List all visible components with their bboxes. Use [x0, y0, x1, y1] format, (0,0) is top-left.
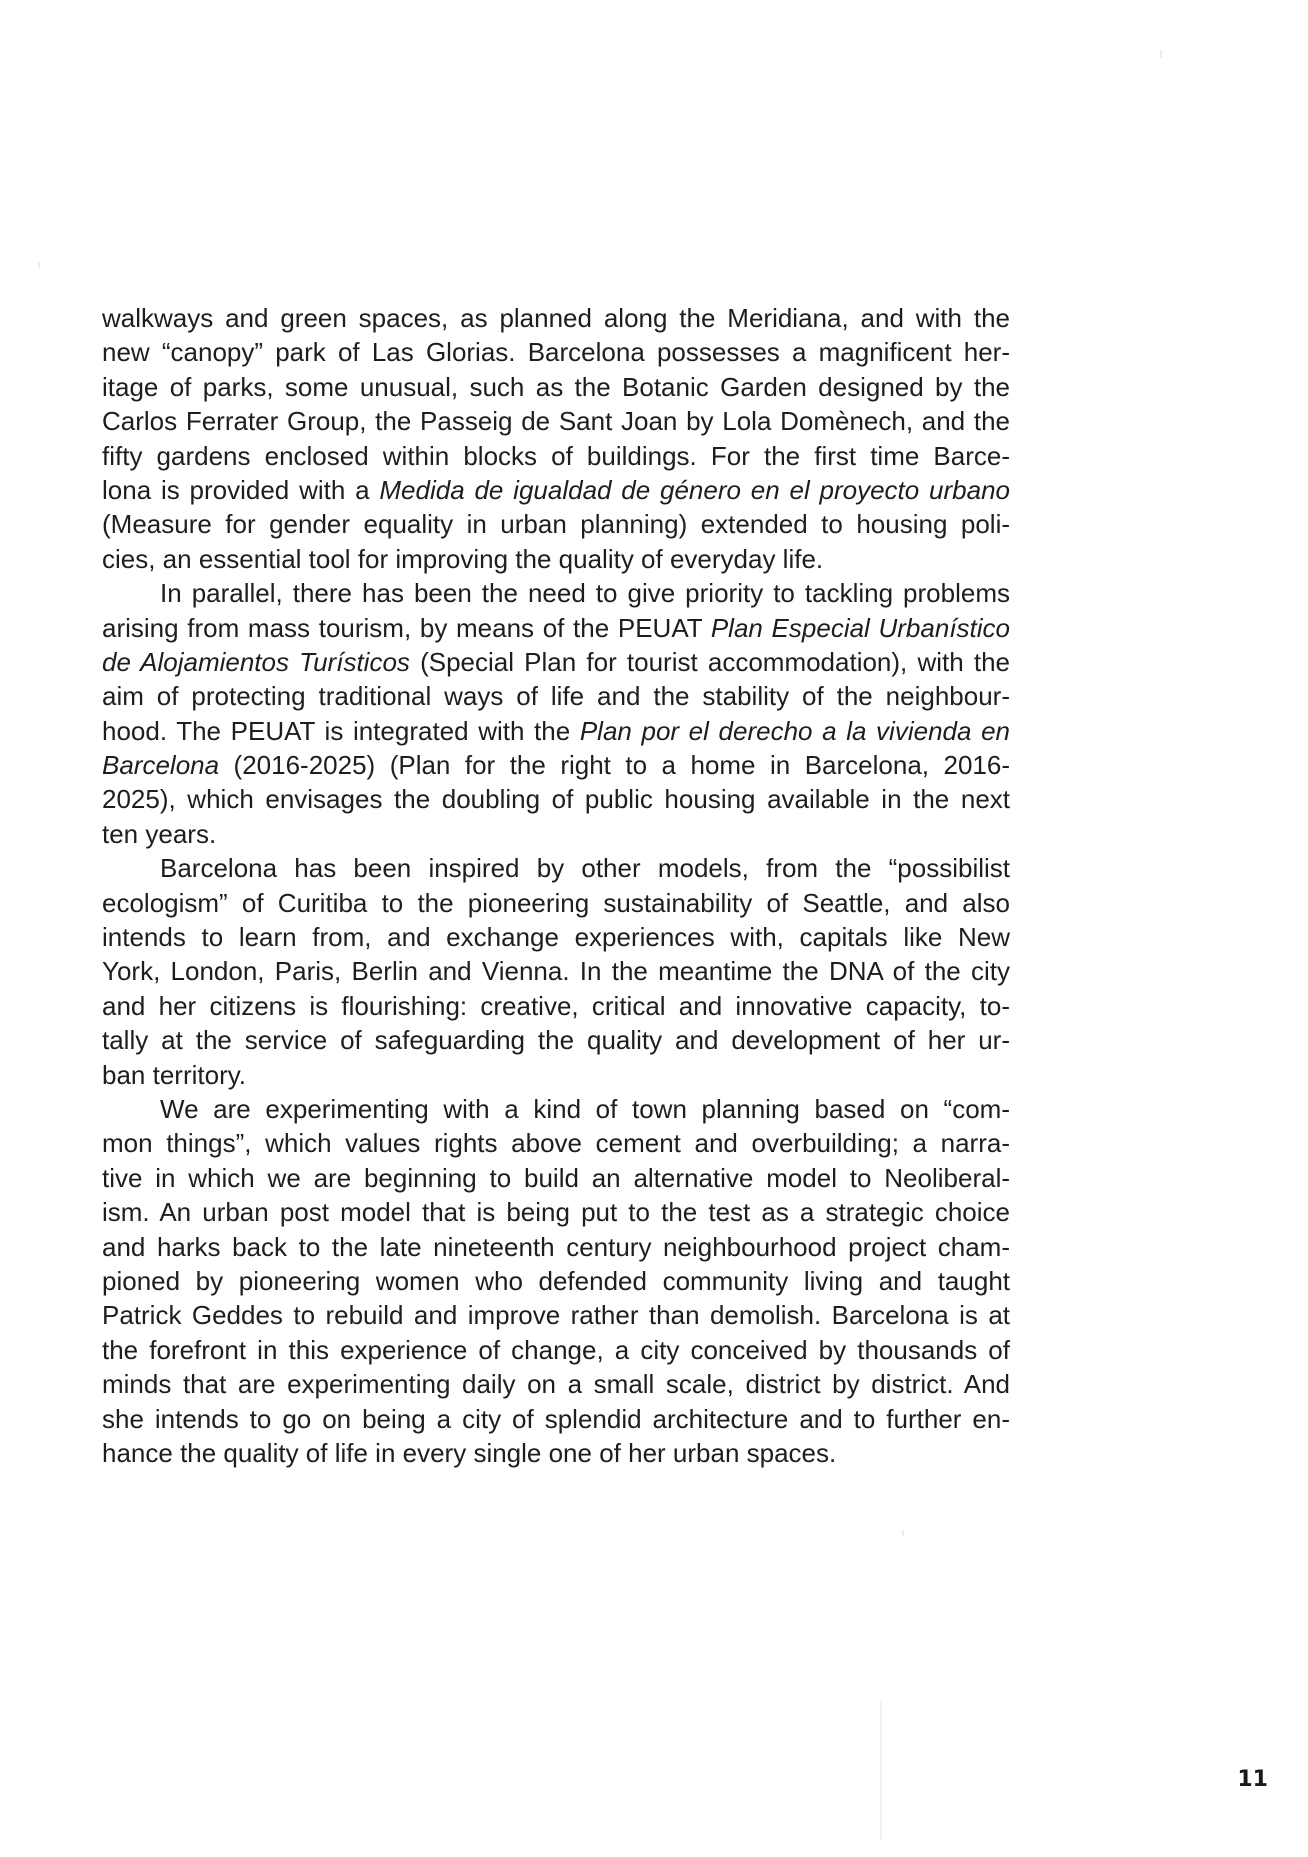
text-segment: In parallel, there has been the need to give priority to tackling problems: [160, 578, 1010, 609]
scan-speck: [38, 262, 40, 268]
body-text: [102, 301, 1010, 1470]
text-segment: fifty gardens enclosed within blocks of buildings. For the first time Barce-: [102, 440, 1010, 471]
text-segment: new “canopy” park of Las Glorias. Barcelona possesses a magnificent her-: [102, 337, 1010, 368]
italic-title-text: Plan por el derecho a la vivienda en: [579, 715, 1010, 746]
text-line: [102, 1264, 1010, 1298]
text-line: [102, 1298, 1010, 1332]
text-line: [102, 1230, 1010, 1264]
text-line: [102, 851, 1010, 885]
text-segment: (2016-2025) (Plan for the right to a home in Barcelona, 2016-: [219, 750, 1010, 781]
text-line: [102, 748, 1010, 782]
text-line: [102, 954, 1010, 988]
text-line: [102, 439, 1010, 473]
italic-title-text: Plan Especial Urbanístico: [710, 612, 1010, 643]
text-line: [102, 1058, 1010, 1092]
text-segment: and her citizens is flourishing: creative, critical and innovative capacity, to-: [102, 990, 1010, 1021]
text-segment: tally at the service of safeguarding the quality and development of her ur-: [102, 1025, 1010, 1056]
text-line: [102, 920, 1010, 954]
text-line: [102, 507, 1010, 541]
text-segment: ism. An urban post model that is being put to the test as a strategic choice: [102, 1197, 1010, 1228]
text-segment: itage of parks, some unusual, such as the Botanic Garden designed by the: [102, 371, 1010, 402]
text-line: [102, 1023, 1010, 1057]
text-segment: tive in which we are beginning to build an alternative model to Neoliberal-: [102, 1162, 1010, 1193]
text-line: [102, 817, 1010, 851]
text-segment: (Measure for gender equality in urban planning) extended to housing poli-: [102, 509, 1010, 540]
text-line: [102, 782, 1010, 816]
italic-title-text: Barcelona: [102, 750, 220, 781]
page-number: 11: [1237, 1767, 1268, 1792]
text-line: [102, 473, 1010, 507]
text-segment: Patrick Geddes to rebuild and improve rather than demolish. Barcelona is at: [102, 1300, 1010, 1331]
text-line: [102, 1436, 1010, 1470]
text-line: [102, 576, 1010, 610]
text-segment: cies, an essential tool for improving the quality of everyday life.: [102, 543, 824, 574]
text-segment: minds that are experimenting daily on a small scale, district by district. And: [102, 1369, 1010, 1400]
text-segment: We are experimenting with a kind of town planning based on “com-: [160, 1093, 1010, 1124]
text-line: [102, 370, 1010, 404]
text-segment: Barcelona has been inspired by other models, from the “possibilist: [160, 853, 1010, 884]
text-line: [102, 1092, 1010, 1126]
text-line: [102, 335, 1010, 369]
text-segment: walkways and green spaces, as planned along the Meridiana, and with the: [102, 303, 1010, 333]
text-line: [102, 989, 1010, 1023]
text-segment: ecologism” of Curitiba to the pioneering sustainability of Seattle, and also: [102, 887, 1010, 918]
text-line: [102, 645, 1010, 679]
italic-title-text: de Alojamientos Turísticos: [102, 646, 410, 677]
text-line: [102, 1161, 1010, 1195]
text-line: [102, 714, 1010, 748]
text-segment: mon things”, which values rights above cement and overbuilding; a narra-: [102, 1128, 1010, 1159]
text-line: [102, 404, 1010, 438]
text-segment: hance the quality of life in every single one of her urban spaces.: [102, 1437, 837, 1468]
text-segment: York, London, Paris, Berlin and Vienna. In the meantime the DNA of the city: [102, 956, 1010, 987]
text-segment: the forefront in this experience of change, a city conceived by thousands of: [102, 1334, 1010, 1365]
text-segment: ten years.: [102, 818, 217, 849]
italic-title-text: Medida de igualdad de género en el proyecto urbano: [379, 474, 1011, 505]
text-segment: intends to learn from, and exchange experiences with, capitals like New: [102, 922, 1010, 953]
text-segment: aim of protecting traditional ways of life and the stability of the neighbour-: [102, 681, 1010, 712]
text-line: [102, 1402, 1010, 1436]
text-segment: (Special Plan for tourist accommodation), with the: [409, 646, 1010, 677]
text-segment: hood. The PEUAT is integrated with the: [102, 715, 580, 746]
text-line: [102, 1195, 1010, 1229]
text-segment: pioned by pioneering women who defended community living and taught: [102, 1265, 1010, 1296]
text-line: [102, 1126, 1010, 1160]
scan-speck: [902, 1530, 904, 1536]
text-line: [102, 679, 1010, 713]
text-segment: Carlos Ferrater Group, the Passeig de Sant Joan by Lola Domènech, and the: [102, 406, 1010, 437]
text-line: [102, 542, 1010, 576]
text-segment: she intends to go on being a city of splendid architecture and to further en-: [102, 1403, 1010, 1434]
text-segment: ban territory.: [102, 1059, 247, 1090]
text-line: [102, 611, 1010, 645]
text-line: [102, 1367, 1010, 1401]
scan-speck: [1160, 50, 1162, 58]
text-segment: and harks back to the late nineteenth century neighbourhood project cham-: [102, 1231, 1010, 1262]
text-segment: 2025), which envisages the doubling of public housing available in the next: [102, 784, 1010, 815]
scan-streak: [880, 1700, 882, 1840]
text-line: [102, 1333, 1010, 1367]
text-line: [102, 886, 1010, 920]
text-segment: lona is provided with a: [102, 474, 380, 505]
text-line: [102, 301, 1010, 335]
text-segment: arising from mass tourism, by means of the PEUAT: [102, 612, 711, 643]
